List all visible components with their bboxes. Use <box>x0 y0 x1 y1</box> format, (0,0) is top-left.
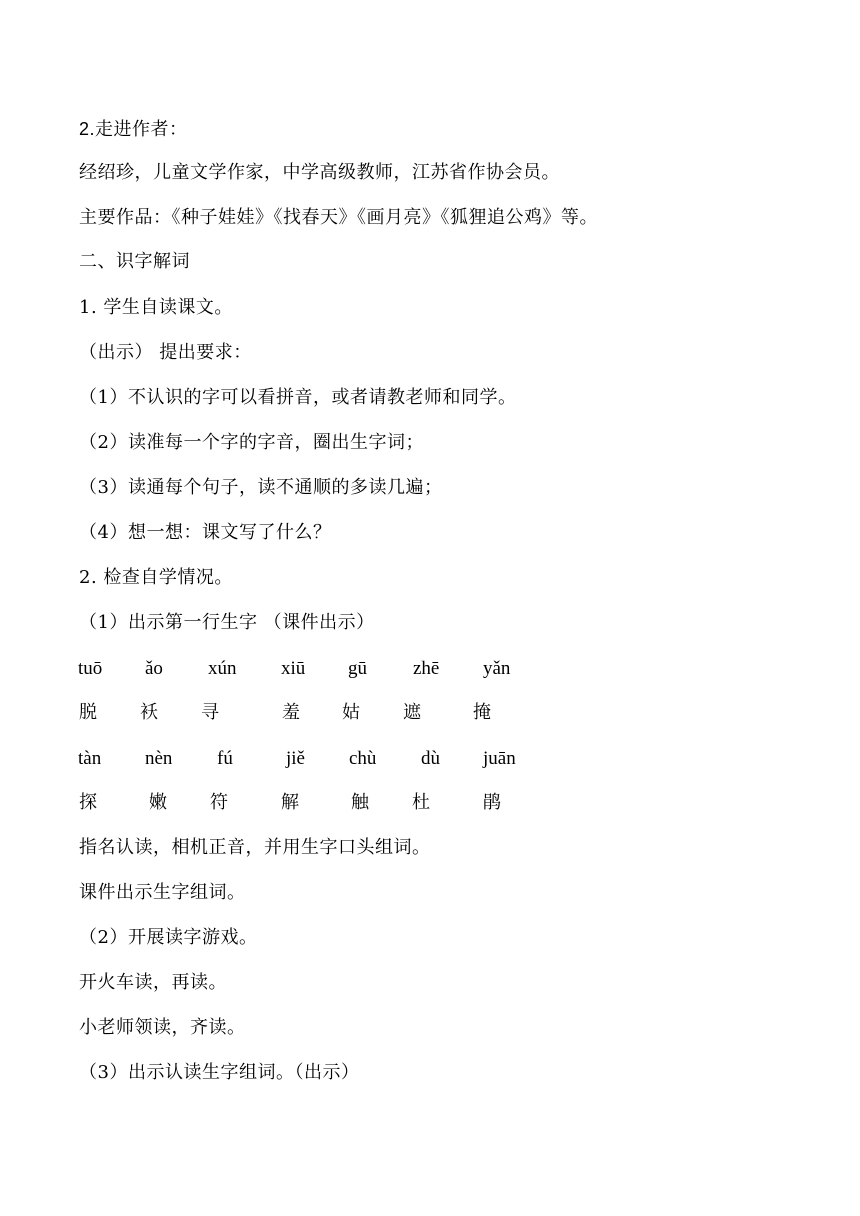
reading-game-line: （2）开展读字游戏。 <box>79 927 258 948</box>
chars-row-2 <box>0 791 860 815</box>
pinyin-item: tuō <box>78 658 103 679</box>
char-item: 寻 <box>201 702 219 723</box>
section-heading-literacy: 二、识字解词 <box>79 251 190 272</box>
pinyin-item: tàn <box>78 748 102 769</box>
char-item: 符 <box>210 792 228 813</box>
char-item: 触 <box>351 792 369 813</box>
char-item: 嫩 <box>149 792 167 813</box>
pinyin-item: dù <box>421 748 440 769</box>
pinyin-item: gū <box>348 658 367 679</box>
pinyin-item: zhē <box>413 658 440 679</box>
requirement-4: （4）想一想：课文写了什么？ <box>79 522 332 543</box>
pinyin-item: nèn <box>145 748 173 769</box>
requirement-2: （2）读准每一个字的字音，圈出生字词； <box>79 432 424 453</box>
requirement-3: （3）读通每个句子，读不通顺的多读几遍； <box>79 477 443 498</box>
author-works: 主要作品：《种子娃娃》《找春天》《画月亮》《狐狸追公鸡》等。 <box>79 207 598 228</box>
requirements-heading: （出示） 提出要求： <box>79 342 252 363</box>
chars-row-1 <box>0 701 860 725</box>
pinyin-item: ǎo <box>145 658 163 679</box>
char-item: 遮 <box>403 702 421 723</box>
pinyin-item: xiū <box>281 658 306 679</box>
heading-author <box>79 117 188 142</box>
pinyin-row-1 <box>0 657 860 681</box>
teacher-lead-line: 小老师领读，齐读。 <box>79 1017 246 1038</box>
heading-author-text: 走进作者： <box>95 119 188 140</box>
requirement-1: （1）不认识的字可以看拼音，或者请教老师和同学。 <box>79 387 517 408</box>
char-item: 探 <box>79 792 97 813</box>
char-item: 杜 <box>412 792 430 813</box>
train-read-line: 开火车读，再读。 <box>79 972 227 993</box>
pinyin-item: juān <box>483 748 516 769</box>
show-first-row: （1）出示第一行生字 （课件出示） <box>79 612 375 633</box>
pinyin-row-2 <box>0 747 860 771</box>
step-check: 2. 检查自学情况。 <box>79 567 233 588</box>
pinyin-item: yǎn <box>483 658 511 679</box>
char-item: 鹃 <box>483 792 501 813</box>
char-item: 羞 <box>282 702 300 723</box>
author-bio: 经绍珍，儿童文学作家，中学高级教师，江苏省作协会员。 <box>79 162 560 183</box>
pinyin-item: fú <box>217 748 233 769</box>
section-number: 2. <box>79 119 96 139</box>
step-self-read: 1. 学生自读课文。 <box>79 297 233 318</box>
courseware-words-line: 课件出示生字组词。 <box>79 882 246 903</box>
pinyin-item: chù <box>349 748 377 769</box>
show-words-line: （3）出示认读生字组词。（出示） <box>79 1062 360 1083</box>
pinyin-item: jiě <box>286 748 305 769</box>
char-item: 姑 <box>342 702 360 723</box>
char-item: 脱 <box>79 702 97 723</box>
pinyin-item: xún <box>208 658 237 679</box>
char-item: 解 <box>281 792 299 813</box>
char-item: 袄 <box>140 702 158 723</box>
read-correct-line: 指名认读，相机正音，并用生字口头组词。 <box>79 837 431 858</box>
char-item: 掩 <box>473 702 491 723</box>
